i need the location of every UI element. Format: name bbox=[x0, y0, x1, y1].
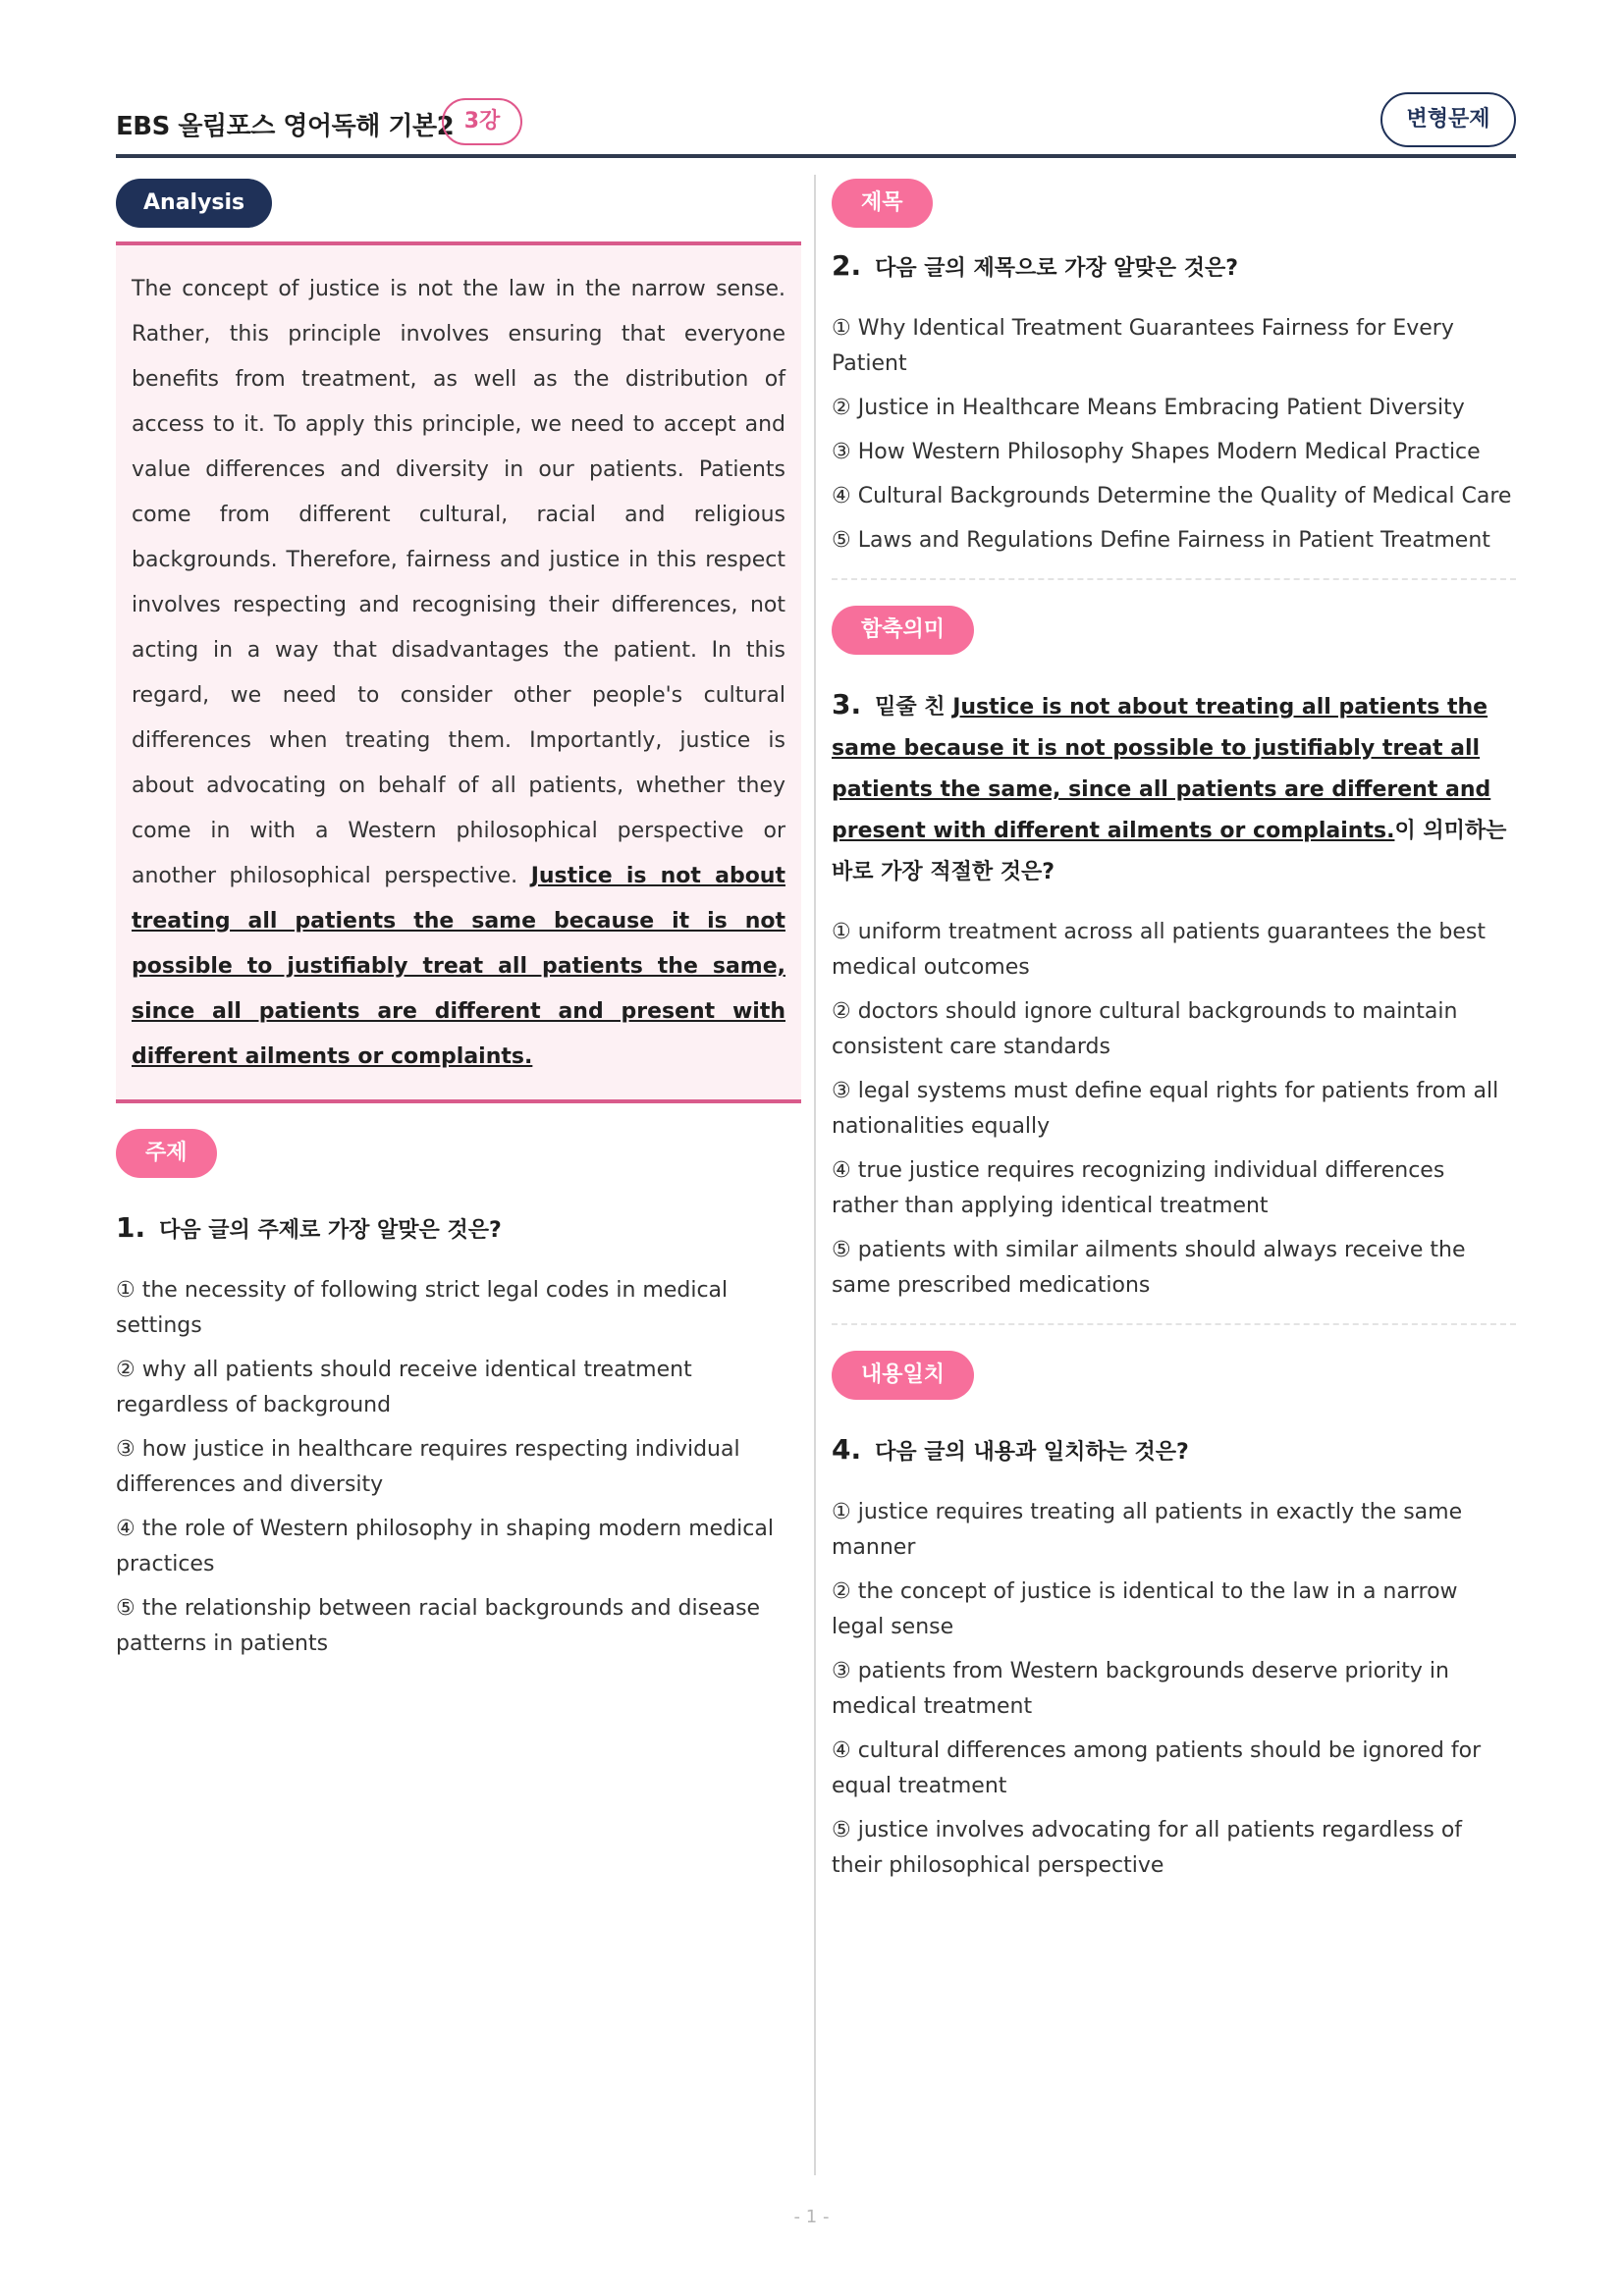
q3-option-4[interactable]: ④ true justice requires recognizing individual differences rather than applying identical treatment bbox=[832, 1158, 1445, 1218]
q4-option-2[interactable]: ② the concept of justice is identical to the law in a narrow legal sense bbox=[832, 1579, 1458, 1639]
analysis-passage-box bbox=[116, 241, 801, 1103]
question-type-badge: 변형문제 bbox=[1380, 92, 1516, 147]
q1-prompt-text: 다음 글의 주제로 가장 알맞은 것은? bbox=[159, 1218, 502, 1243]
q2-option-1[interactable]: ① Why Identical Treatment Guarantees Fairness for Every Patient bbox=[832, 316, 1454, 376]
q3-option-2[interactable]: ② doctors should ignore cultural backgrounds to maintain consistent care standards bbox=[832, 999, 1458, 1059]
passage-underlined-sentence: Justice is not about treating all patients the same because it is not possible to justifiably treat all patients the same, since all patients are different and present with different ailments or complaints. bbox=[132, 864, 785, 1069]
q3-option-3[interactable]: ③ legal systems must define equal rights for patients from all nationalities equally bbox=[832, 1079, 1499, 1139]
q3-number: 3. bbox=[832, 688, 862, 721]
question-4 bbox=[832, 1351, 1516, 1884]
q2-number: 2. bbox=[832, 249, 862, 282]
q4-prompt-text: 다음 글의 내용과 일치하는 것은? bbox=[875, 1440, 1189, 1465]
q3-prompt-underlined: Justice is not about treating all patients the same because it is not possible to justifiably treat all patients the same, since all patients are different and present with different ailments or complaints. bbox=[832, 695, 1491, 843]
book-title: EBS 올림포스 영어독해 기본2 bbox=[116, 112, 455, 141]
q4-number: 4. bbox=[832, 1433, 862, 1466]
q3-tag: 함축의미 bbox=[832, 606, 974, 655]
q1-option-4[interactable]: ④ the role of Western philosophy in shaping modern medical practices bbox=[116, 1517, 774, 1576]
q1-prompt bbox=[116, 1207, 801, 1252]
question-1 bbox=[116, 1129, 801, 1662]
q4-option-4[interactable]: ④ cultural differences among patients should be ignored for equal treatment bbox=[832, 1738, 1482, 1798]
q2-tag: 제목 bbox=[832, 179, 933, 228]
q3-option-5[interactable]: ⑤ patients with similar ailments should always receive the same prescribed medications bbox=[832, 1238, 1466, 1298]
q1-option-5[interactable]: ⑤ the relationship between racial backgrounds and disease patterns in patients bbox=[116, 1596, 761, 1656]
q1-number: 1. bbox=[116, 1211, 146, 1244]
q3-prompt bbox=[832, 684, 1516, 893]
q2-option-3[interactable]: ③ How Western Philosophy Shapes Modern Medical Practice bbox=[832, 440, 1481, 464]
q1-option-3[interactable]: ③ how justice in healthcare requires respecting individual differences and diversity bbox=[116, 1437, 740, 1497]
q2-option-4[interactable]: ④ Cultural Backgrounds Determine the Quality of Medical Care bbox=[832, 484, 1512, 508]
q1-option-2[interactable]: ② why all patients should receive identical treatment regardless of background bbox=[116, 1358, 692, 1417]
q1-tag: 주제 bbox=[116, 1129, 217, 1178]
analysis-passage bbox=[132, 267, 785, 1080]
q2-option-5[interactable]: ⑤ Laws and Regulations Define Fairness in Patient Treatment bbox=[832, 528, 1490, 553]
page-header bbox=[116, 96, 1516, 161]
q2-option-2[interactable]: ② Justice in Healthcare Means Embracing Patient Diversity bbox=[832, 396, 1465, 420]
page-number: - 1 - bbox=[793, 2207, 830, 2227]
q4-tag: 내용일치 bbox=[832, 1351, 974, 1400]
q3-prompt-prefix: 밑줄 친 bbox=[875, 695, 953, 720]
q3-option-1[interactable]: ① uniform treatment across all patients guarantees the best medical outcomes bbox=[832, 920, 1487, 980]
header-divider bbox=[116, 154, 1516, 158]
right-column bbox=[832, 179, 1516, 1893]
q2-prompt-text: 다음 글의 제목으로 가장 알맞은 것은? bbox=[875, 256, 1238, 281]
question-2 bbox=[832, 179, 1516, 559]
column-divider bbox=[814, 175, 816, 2175]
passage-text: The concept of justice is not the law in the narrow sense. Rather, this principle involves ensuring that everyone benefits from treatment, as well as the distribution of access to it. To apply this principle, we need to accept and value differences and diversity in our patients. Patients come from different cultural, racial and religious backgrounds. Therefore, fairness and justice in this respect involves respecting and recognising their differences, not acting in a way that disadvantages the patient. In this regard, we need to consider other people's cultural differences when treating them. Importantly, justice is about advocating on behalf of all patients, whether they come in with a Western philosophical perspective or another philosophical perspective. bbox=[132, 277, 785, 888]
lesson-badge: 3강 bbox=[442, 98, 522, 145]
q3-prompt-suffix: 이 의미하는 바로 가장 적절한 것은? bbox=[832, 819, 1507, 884]
q4-option-5[interactable]: ⑤ justice involves advocating for all patients regardless of their philosophical perspective bbox=[832, 1818, 1463, 1878]
question-3 bbox=[832, 606, 1516, 1304]
q4-prompt bbox=[832, 1429, 1516, 1473]
q4-option-1[interactable]: ① justice requires treating all patients in exactly the same manner bbox=[832, 1500, 1463, 1560]
q4-option-3[interactable]: ③ patients from Western backgrounds deserve priority in medical treatment bbox=[832, 1659, 1449, 1719]
question-separator bbox=[832, 578, 1516, 580]
left-column bbox=[116, 179, 801, 1671]
analysis-label: Analysis bbox=[116, 179, 272, 228]
q2-prompt bbox=[832, 245, 1516, 290]
question-separator bbox=[832, 1323, 1516, 1325]
q1-option-1[interactable]: ① the necessity of following strict legal codes in medical settings bbox=[116, 1278, 729, 1338]
